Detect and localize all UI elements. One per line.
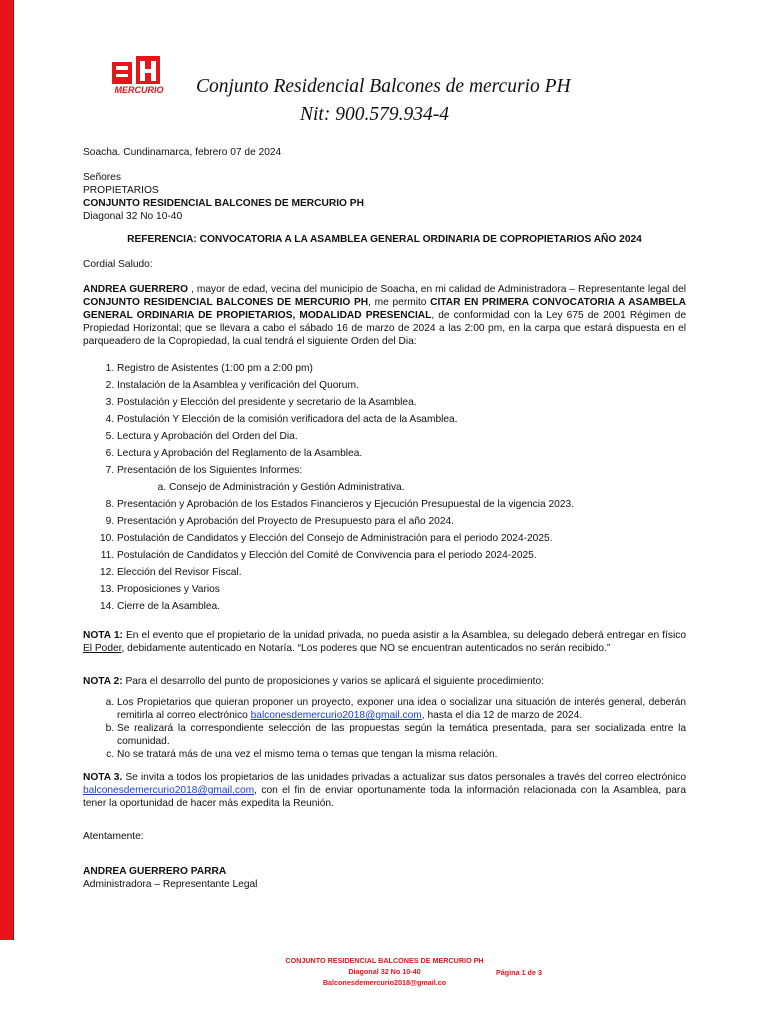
nota-3: NOTA 3. Se invita a todos los propietarios de las unidades privadas a actualizar sus datos personales a través del correo electrónico balconesdemercurio2018@gmail.com, con el fin de enviar oportunamente toda la información relacionada con la Asamblea, para tener la oportunidad de hacer más expedita la Reunión.	[83, 772, 686, 809]
agenda-item: 2. Instalación de la Asamblea y verificación del Quorum.	[117, 377, 686, 394]
signer-name: ANDREA GUERRERO PARRA	[83, 866, 227, 877]
email-link[interactable]: balconesdemercurio2018@gmail.com	[250, 710, 422, 721]
greeting: Cordial Saludo:	[83, 259, 153, 270]
recipient: PROPIETARIOS	[83, 185, 159, 196]
procedure-item-a: a. Los Propietarios que quieran proponer un proyecto, exponer una idea o socializar una situación de interés general, deberán remitirla al correo electrónico balconesdemercurio2018@gmail.com, hasta el día 12 de marzo de 2024.	[117, 696, 686, 722]
agenda-item: 5. Lectura y Aprobación del Orden del Dia.	[117, 428, 686, 445]
footer-address: Diagonal 32 No 10-40	[348, 967, 421, 976]
header-title: Conjunto Residencial Balcones de mercurio PH	[196, 76, 571, 97]
nota-2: NOTA 2: Para el desarrollo del punto de proposiciones y varios se aplicará el siguiente procedimiento:	[83, 676, 544, 687]
salutation-to: Señores	[83, 172, 121, 183]
email-link[interactable]: balconesdemercurio2018@gmail.com	[83, 785, 255, 796]
logo-wordmark: MERCURIO	[114, 85, 164, 95]
letter-date: Soacha. Cundinamarca, febrero 07 de 2024	[83, 147, 282, 158]
agenda-item: 6. Lectura y Aprobación del Reglamento de la Asamblea.	[117, 445, 686, 462]
intro-paragraph	[83, 283, 686, 348]
agenda-item: 8. Presentación y Aprobación de los Estados Financieros y Ejecución Presupuestal de la vigencia 2023.	[117, 496, 686, 513]
procedure-item-c: c. No se tratará más de una vez el mismo tema o temas que tengan la misma relación.	[117, 748, 686, 761]
nota-2-label: NOTA 2:	[83, 676, 123, 687]
agenda-item: 9. Presentación y Aprobación del Proyecto de Presupuesto para el año 2024.	[117, 513, 686, 530]
agenda-item: 10. Postulación de Candidatos y Elección del Consejo de Administración para el periodo 2024-2025.	[117, 530, 686, 547]
signer-title: Administradora – Representante Legal	[83, 879, 258, 890]
header-nit: Nit: 900.579.934-4	[300, 104, 449, 125]
agenda-item-label: Presentación de los Siguientes Informes:	[117, 465, 303, 476]
intro-text-1: , mayor de edad, vecina del municipio de Soacha, en mi calidad de Administradora – Representante legal del	[188, 284, 686, 295]
closing: Atentamente:	[83, 831, 144, 842]
agenda-subitem: a. Consejo de Administración y Gestión Administrativa.	[169, 479, 686, 496]
agenda-item: 1. Registro de Asistentes (1:00 pm a 2:00 pm)	[117, 360, 686, 377]
agenda-item: 14. Cierre de la Asamblea.	[117, 598, 686, 615]
left-red-border	[0, 0, 14, 940]
procedure-item-b: b. Se realizará la correspondiente selección de las propuestas según la temática presentada, para ser socializada entre la comunidad.	[117, 722, 686, 748]
agenda-item: 4. Postulación Y Elección de la comisión verificadora del acta de la Asamblea.	[117, 411, 686, 428]
recipient-address: Diagonal 32 No 10-40	[83, 211, 183, 222]
footer-org: CONJUNTO RESIDENCIAL BALCONES DE MERCURIO PH	[285, 956, 484, 965]
nota-3-label: NOTA 3.	[83, 772, 123, 783]
mercurio-logo	[104, 54, 174, 96]
poder-text: El Poder	[83, 643, 122, 654]
page-number: Página 1 de 3	[496, 968, 542, 977]
agenda-item: 13. Proposiciones y Varios	[117, 581, 686, 598]
agenda-item	[117, 462, 686, 496]
intro-text-3: , de conformidad con la Ley 675 de 2001 Régimen de Propiedad Horizontal; que se llevara a cabo el sábado 16 de marzo de 2024 a las 2:00 pm, en la carpa que estará dispuesta en el parqueadero de la Copropiedad, la cual tendrá el siguiente Orden del Dia:	[83, 310, 686, 347]
intro-text-2: , me permito	[368, 297, 431, 308]
intro-org: CONJUNTO RESIDENCIAL BALCONES DE MERCURIO PH	[83, 297, 369, 308]
nota-1: NOTA 1: En el evento que el propietario de la unidad privada, no pueda asistir a la Asamblea, su delegado deberá entregar en físico El Poder, debidamente autenticado en Notaría. “Los poderes que NO se encuentran autenticados no serán recibido.”	[83, 630, 686, 654]
intro-cite: CITAR EN PRIMERA CONVOCATORIA A ASAMBELA GENERAL ORDINARIA DE PROPIETARIOS, MODALIDAD PRESENCIAL	[83, 297, 686, 321]
agenda-list	[83, 360, 686, 615]
recipient-org: CONJUNTO RESIDENCIAL BALCONES DE MERCURIO PH	[83, 198, 364, 209]
nota-1-label: NOTA 1:	[83, 630, 123, 641]
agenda-item: 12. Elección del Revisor Fiscal.	[117, 564, 686, 581]
agenda-sublist	[117, 479, 686, 496]
procedure-list	[83, 696, 686, 761]
agenda-item: 11. Postulación de Candidatos y Elección del Comité de Convivencia para el periodo 2024-2025.	[117, 547, 686, 564]
footer-email: Balconesdemercurio2018@gmail.co	[322, 978, 447, 987]
letter-body	[83, 146, 686, 891]
reference-line: REFERENCIA: CONVOCATORIA A LA ASAMBLEA GENERAL ORDINARIA DE COPROPIETARIOS AÑO 2024	[127, 234, 642, 245]
intro-name: ANDREA GUERRERO	[83, 284, 189, 295]
agenda-item: 3. Postulación y Elección del presidente y secretario de la Asamblea.	[117, 394, 686, 411]
